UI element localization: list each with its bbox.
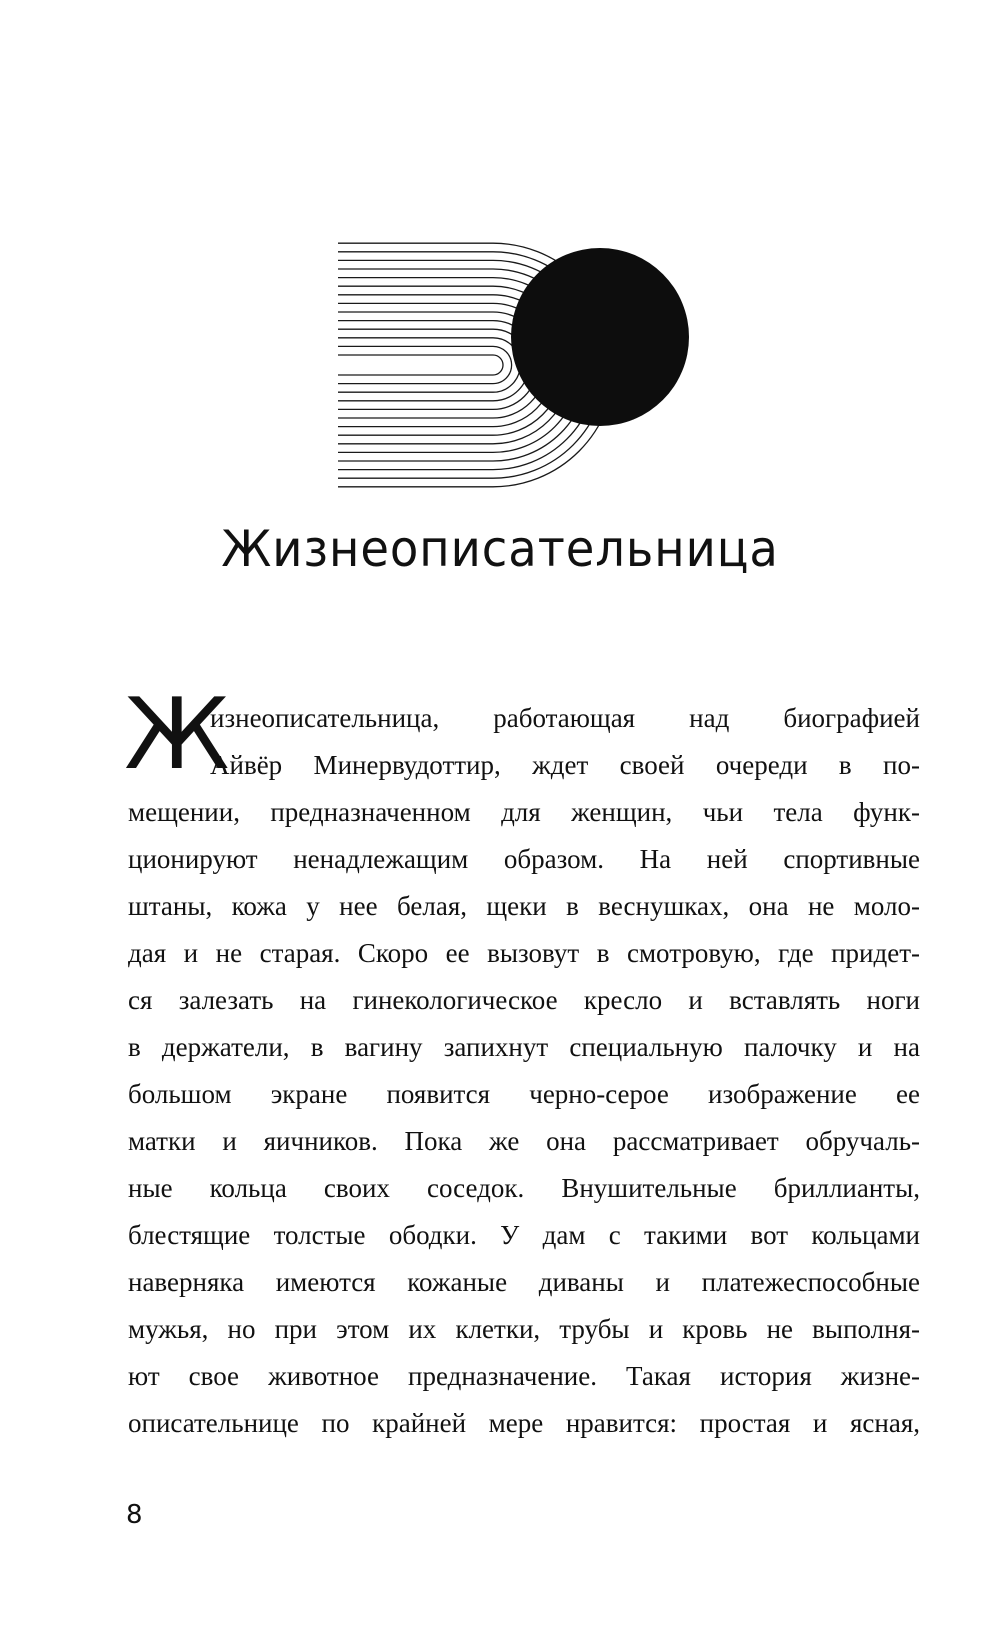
black-sun-disc <box>511 248 689 426</box>
text-line: матки и яичников. Пока же она рассматривает обручаль- <box>128 1126 920 1156</box>
text-line: большом экране появится черно-серое изображение ее <box>128 1079 920 1109</box>
text-line: штаны, кожа у нее белая, щеки в веснушках, она не моло- <box>128 891 920 921</box>
text-line: наверняка имеются кожаные диваны и платежеспособные <box>128 1267 920 1297</box>
chapter-emblem <box>338 210 718 490</box>
arch-line <box>338 346 512 383</box>
text-line: ют свое животное предназначение. Такая история жизне- <box>128 1361 920 1391</box>
text-line: ся залезать на гинекологическое кресло и вставлять ноги <box>128 985 920 1015</box>
text-line: блестящие толстые ободки. У дам с такими вот кольцами <box>128 1220 920 1250</box>
drop-cap: Ж <box>124 678 230 792</box>
arch-line <box>338 329 529 401</box>
text-line: мужья, но при этом их клетки, трубы и кровь не выполня- <box>128 1314 920 1344</box>
text-line: ционируют ненадлежащим образом. На ней спортивные <box>128 844 920 874</box>
arch-line <box>338 321 537 410</box>
text-line: в держатели, в вагину запихнут специальную палочку и на <box>128 1032 920 1062</box>
page-number: 8 <box>126 1500 143 1530</box>
text-line: дая и не старая. Скоро ее вызовут в смотровую, где придет- <box>128 938 920 968</box>
text-line: изнеописательница, работающая над биографией <box>210 703 920 733</box>
body-text <box>128 695 920 1447</box>
text-line: мещении, предназначенном для женщин, чьи тела функ- <box>128 797 920 827</box>
arch-line <box>338 355 503 375</box>
text-line: Айвёр Минервудоттир, ждет своей очереди в по- <box>210 750 920 780</box>
chapter-title: Жизнеописательница <box>221 520 779 578</box>
text-line: описательнице по крайней мере нравится: простая и ясная, <box>128 1408 920 1438</box>
text-line: ные кольца своих соседок. Внушительные бриллианты, <box>128 1173 920 1203</box>
